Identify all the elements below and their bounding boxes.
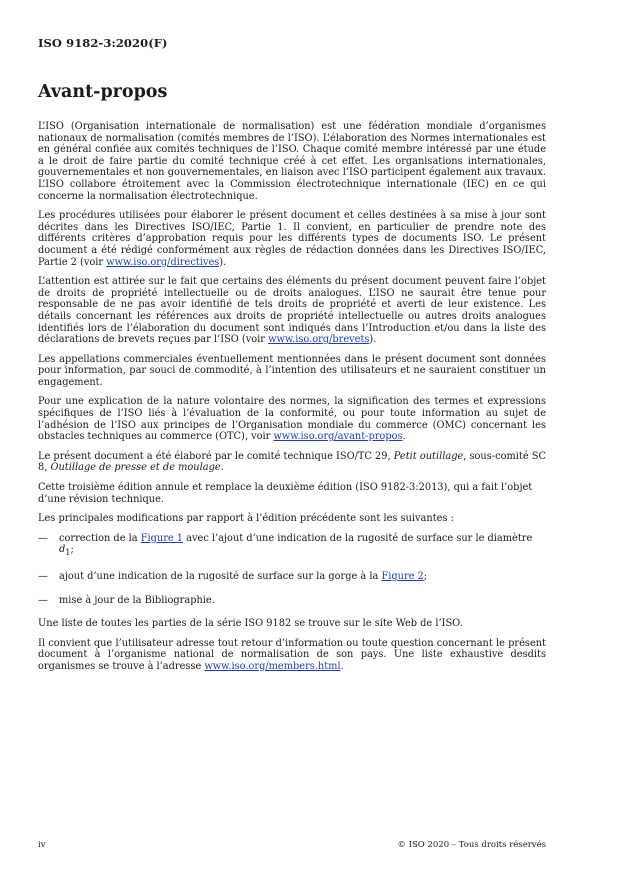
paragraph-voluntary: Pour une explication de la nature volontaire des normes, la signification des termes et expressions spécifiques de l’ISO liés à l’évaluation de la conformité, ou pour toute information au sujet de l’adhésion de l’ISO aux principes de l’Organisation mondiale du commerce (OMC) concernant les obstacles techniques au commerce (OTC), voir www.iso.org/avant-propos. — [38, 396, 546, 443]
dash-marker: — — [38, 594, 48, 606]
paragraph-edition: Cette troisième édition annule et remplace la deuxième édition (ISO 9182-3:2013), qui a fait l’objet d’une révision technique. — [38, 482, 533, 505]
list-item: — correction de la Figure 1 avec l’ajout d’une indication de la rugosité de surface sur le diamètre $d_1$; — [38, 532, 533, 558]
dash-marker: — — [38, 532, 48, 544]
link-avant-propos[interactable]: www.iso.org/avant-propos — [273, 431, 403, 443]
list-item: — mise à jour de la Bibliographie. — [38, 594, 215, 606]
paragraph-iso-intro: L’ISO (Organisation internationale de normalisation) est une fédération mondiale d’organismes nationaux de normalisation (comités membres de l’ISO). L’élaboration des Normes internationales est en général confiée aux comités techniques de l’ISO. Chaque comité membre intéressé par une étude a le droit de faire partie du comité technique créé à cet effet. Les organisations internationales, gouvernementales et non gouvernementales, en liaison avec l’ISO participent également aux travaux. L’ISO collabore étroitement avec la Commission électrotechnique internationale (IEC) en ce qui concerne la normalisation électrotechnique. — [38, 121, 546, 202]
paragraph-patents: L’attention est attirée sur le fait que certains des éléments du présent document peuvent faire l’objet de droits de propriété intellectuelle ou de droits analogues. L’ISO ne saurait être tenue pour responsable de ne pas avoir identifié de tels droits de propriété et averti de leur existence. Les détails concernant les références aux droits de propriété intellectuelle ou autres droits analogues identifiés lors de l’élaboration du document sont indiqués dans l’Introduction et/ou dans la liste des déclarations de brevets reçues par l’ISO (voir www.iso.org/brevets). — [38, 276, 546, 346]
document-id: ISO 9182-3:2020(F) — [38, 36, 168, 50]
copyright-notice: © ISO 2020 – Tous droits réservés — [397, 840, 546, 850]
link-figure-2[interactable]: Figure 2 — [381, 570, 424, 582]
paragraph-procedures: Les procédures utilisées pour élaborer le présent document et celles destinées à sa mise à jour sont décrites dans les Directives ISO/IEC, Partie 1. Il convient, en particulier de prendre note des différents critères d’approbation requis pour les différents types de documents ISO. Le présent document a été rédigé conformément aux règles de rédaction données dans les Directives ISO/IEC, Partie 2 (voir www.iso.org/directives). — [38, 210, 546, 268]
paragraph-committee: Le présent document a été élaboré par le comité technique ISO/TC 29, Petit outillage, sous-comité SC 8, Outillage de presse et de moulage. — [38, 450, 546, 474]
link-brevets[interactable]: www.iso.org/brevets — [268, 334, 370, 346]
list-item: — ajout d’une indication de la rugosité de surface sur la gorge à la Figure 2; — [38, 570, 428, 582]
link-figure-1[interactable]: Figure 1 — [140, 532, 184, 544]
paragraph-changes-intro: Les principales modifications par rapport à l’édition précédente sont les suivantes : — [38, 513, 454, 525]
link-members[interactable]: www.iso.org/members.html — [204, 660, 341, 672]
paragraph-trade-names: Les appellations commerciales éventuellement mentionnées dans le présent document sont données pour information, par souci de commodité, à l’intention des utilisateurs et ne sauraient constituer un engagement. — [38, 353, 546, 388]
page-number: iv — [38, 840, 46, 850]
paragraph-feedback: Il convient que l’utilisateur adresse tout retour d’information ou toute question concernant le présent document à l’organisme national de normalisation de son pays. Une liste exhaustive desdits organismes se trouve à l’adresse www.iso.org/members.html. — [38, 637, 546, 672]
link-directives[interactable]: www.iso.org/directives — [106, 256, 220, 268]
foreword-body — [38, 121, 546, 681]
page-title: Avant-propos — [38, 82, 168, 102]
dash-marker: — — [38, 570, 48, 582]
paragraph-series: Une liste de toutes les parties de la série ISO 9182 se trouve sur le site Web de l’ISO. — [38, 618, 463, 630]
